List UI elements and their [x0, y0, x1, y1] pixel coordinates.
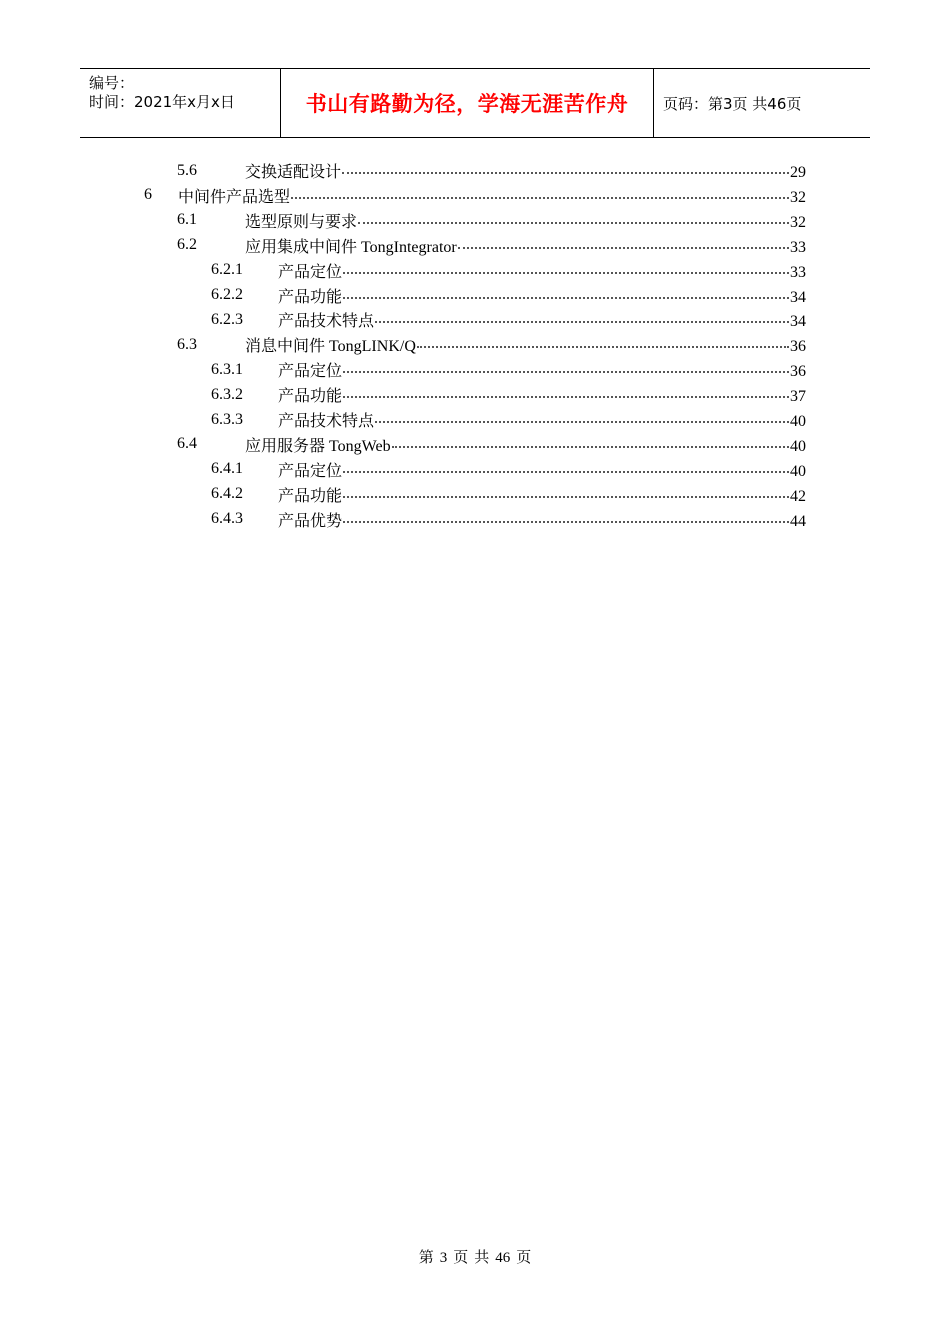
toc-dot-leader	[458, 231, 789, 249]
toc-entry-number: 6.3.1	[211, 360, 243, 378]
toc-dot-leader	[392, 430, 789, 448]
toc-entry-page: 34	[790, 313, 806, 331]
toc-entry-title: 产品技术特点	[278, 413, 375, 430]
toc-entry-page: 36	[790, 338, 806, 356]
toc-entry-title: 交换适配设计	[245, 164, 342, 181]
toc-entry-page: 40	[790, 413, 806, 430]
toc-entry-title: 产品技术特点	[278, 313, 375, 331]
toc-dot-leader	[343, 281, 789, 299]
toc-dot-leader	[375, 405, 789, 423]
toc-entry-title: 选型原则与要求	[245, 213, 358, 231]
toc-dot-leader	[375, 305, 789, 323]
toc-entry[interactable]	[0, 258, 950, 283]
toc-dot-leader	[343, 256, 789, 274]
toc-dot-leader	[291, 181, 789, 199]
toc-entry-title: 产品功能	[278, 487, 343, 505]
toc-entry-number: 6	[144, 186, 152, 204]
toc-entry-number: 6.2.2	[211, 286, 243, 303]
header-right-cell	[654, 69, 870, 137]
footer-current-page: 3	[439, 1250, 448, 1266]
toc-entry-title: 产品定位	[278, 263, 343, 281]
footer-total-pages: 46	[495, 1250, 511, 1266]
toc-entry-page: 33	[790, 238, 806, 256]
document-time-label: 时间：2021年x月x日	[89, 93, 235, 111]
toc-entry-page: 32	[790, 213, 806, 231]
toc-entry-number: 6.2.3	[211, 310, 243, 328]
toc-entry[interactable]	[0, 382, 950, 407]
toc-entry[interactable]	[0, 432, 950, 457]
footer-prefix: 第	[418, 1250, 434, 1266]
toc-entry-number: 6.4.2	[211, 485, 243, 503]
toc-entry-number: 6.2	[177, 236, 197, 254]
toc-dot-leader	[343, 480, 789, 498]
toc-entry-number: 6.4.3	[211, 510, 243, 528]
toc-entry-title: 产品功能	[278, 288, 343, 306]
toc-entry-page: 40	[790, 437, 806, 455]
toc-entry-title: 中间件产品选型	[178, 188, 291, 206]
toc-entry-number: 6.4.1	[211, 460, 243, 478]
toc-entry-page: 32	[790, 188, 806, 206]
toc-entry-page: 37	[790, 388, 806, 406]
toc-entry[interactable]	[0, 407, 950, 432]
toc-entry[interactable]	[0, 183, 950, 208]
header-page-label: 页码：第3页 共46页	[663, 94, 802, 113]
toc-entry[interactable]	[0, 507, 950, 532]
toc-entry-page: 33	[790, 263, 806, 281]
document-number-label: 编号：	[89, 74, 135, 92]
footer-suffix: 页	[516, 1250, 532, 1266]
toc-dot-leader	[358, 206, 789, 224]
toc-entry[interactable]	[0, 158, 950, 183]
toc-dot-leader	[343, 455, 789, 473]
toc-entry-number: 6.4	[177, 435, 197, 453]
toc-entry-page: 29	[790, 164, 806, 181]
toc-entry[interactable]	[0, 307, 950, 332]
toc-entry-number: 6.2.1	[211, 261, 243, 279]
toc-entry-title: 产品功能	[278, 388, 343, 406]
toc-entry-page: 34	[790, 288, 806, 306]
header-left-cell	[80, 69, 281, 137]
footer-total-prefix: 共	[474, 1250, 490, 1266]
toc-entry[interactable]	[0, 357, 950, 382]
toc-entry-title: 产品优势	[278, 512, 343, 530]
toc-entry-number: 6.3	[177, 335, 197, 353]
toc-entry-title: 产品定位	[278, 363, 343, 381]
header-middle-cell	[281, 69, 654, 137]
toc-dot-leader	[343, 380, 789, 398]
toc-entry[interactable]	[0, 482, 950, 507]
toc-entry-title: 应用服务器 TongWeb	[245, 437, 391, 455]
toc-entry[interactable]	[0, 233, 950, 258]
toc-entry[interactable]	[0, 457, 950, 482]
document-header	[80, 68, 870, 138]
toc-entry-page: 36	[790, 363, 806, 381]
toc-dot-leader	[342, 156, 789, 174]
toc-entry[interactable]	[0, 283, 950, 308]
toc-entry-page: 40	[790, 462, 806, 480]
toc-entry-page: 44	[790, 512, 806, 530]
toc-entry-title: 消息中间件 TongLINK/Q	[245, 338, 416, 356]
toc-dot-leader	[343, 355, 789, 373]
toc-entry-page: 42	[790, 487, 806, 505]
toc-entry-number: 6.3.2	[211, 385, 243, 403]
toc-entry[interactable]	[0, 208, 950, 233]
toc-dot-leader	[343, 505, 789, 523]
footer-page-word: 页	[453, 1250, 469, 1266]
toc-entry-title: 产品定位	[278, 462, 343, 480]
page-footer	[0, 1246, 950, 1267]
toc-dot-leader	[417, 330, 789, 348]
toc-entry[interactable]	[0, 332, 950, 357]
header-motto: 书山有路勤为径，学海无涯苦作舟	[305, 92, 629, 116]
toc-entry-number: 5.6	[177, 161, 197, 179]
toc-entry-number: 6.3.3	[211, 410, 243, 428]
toc-entry-number: 6.1	[177, 211, 197, 229]
toc-entry-title: 应用集成中间件 TongIntegrator	[245, 238, 457, 256]
